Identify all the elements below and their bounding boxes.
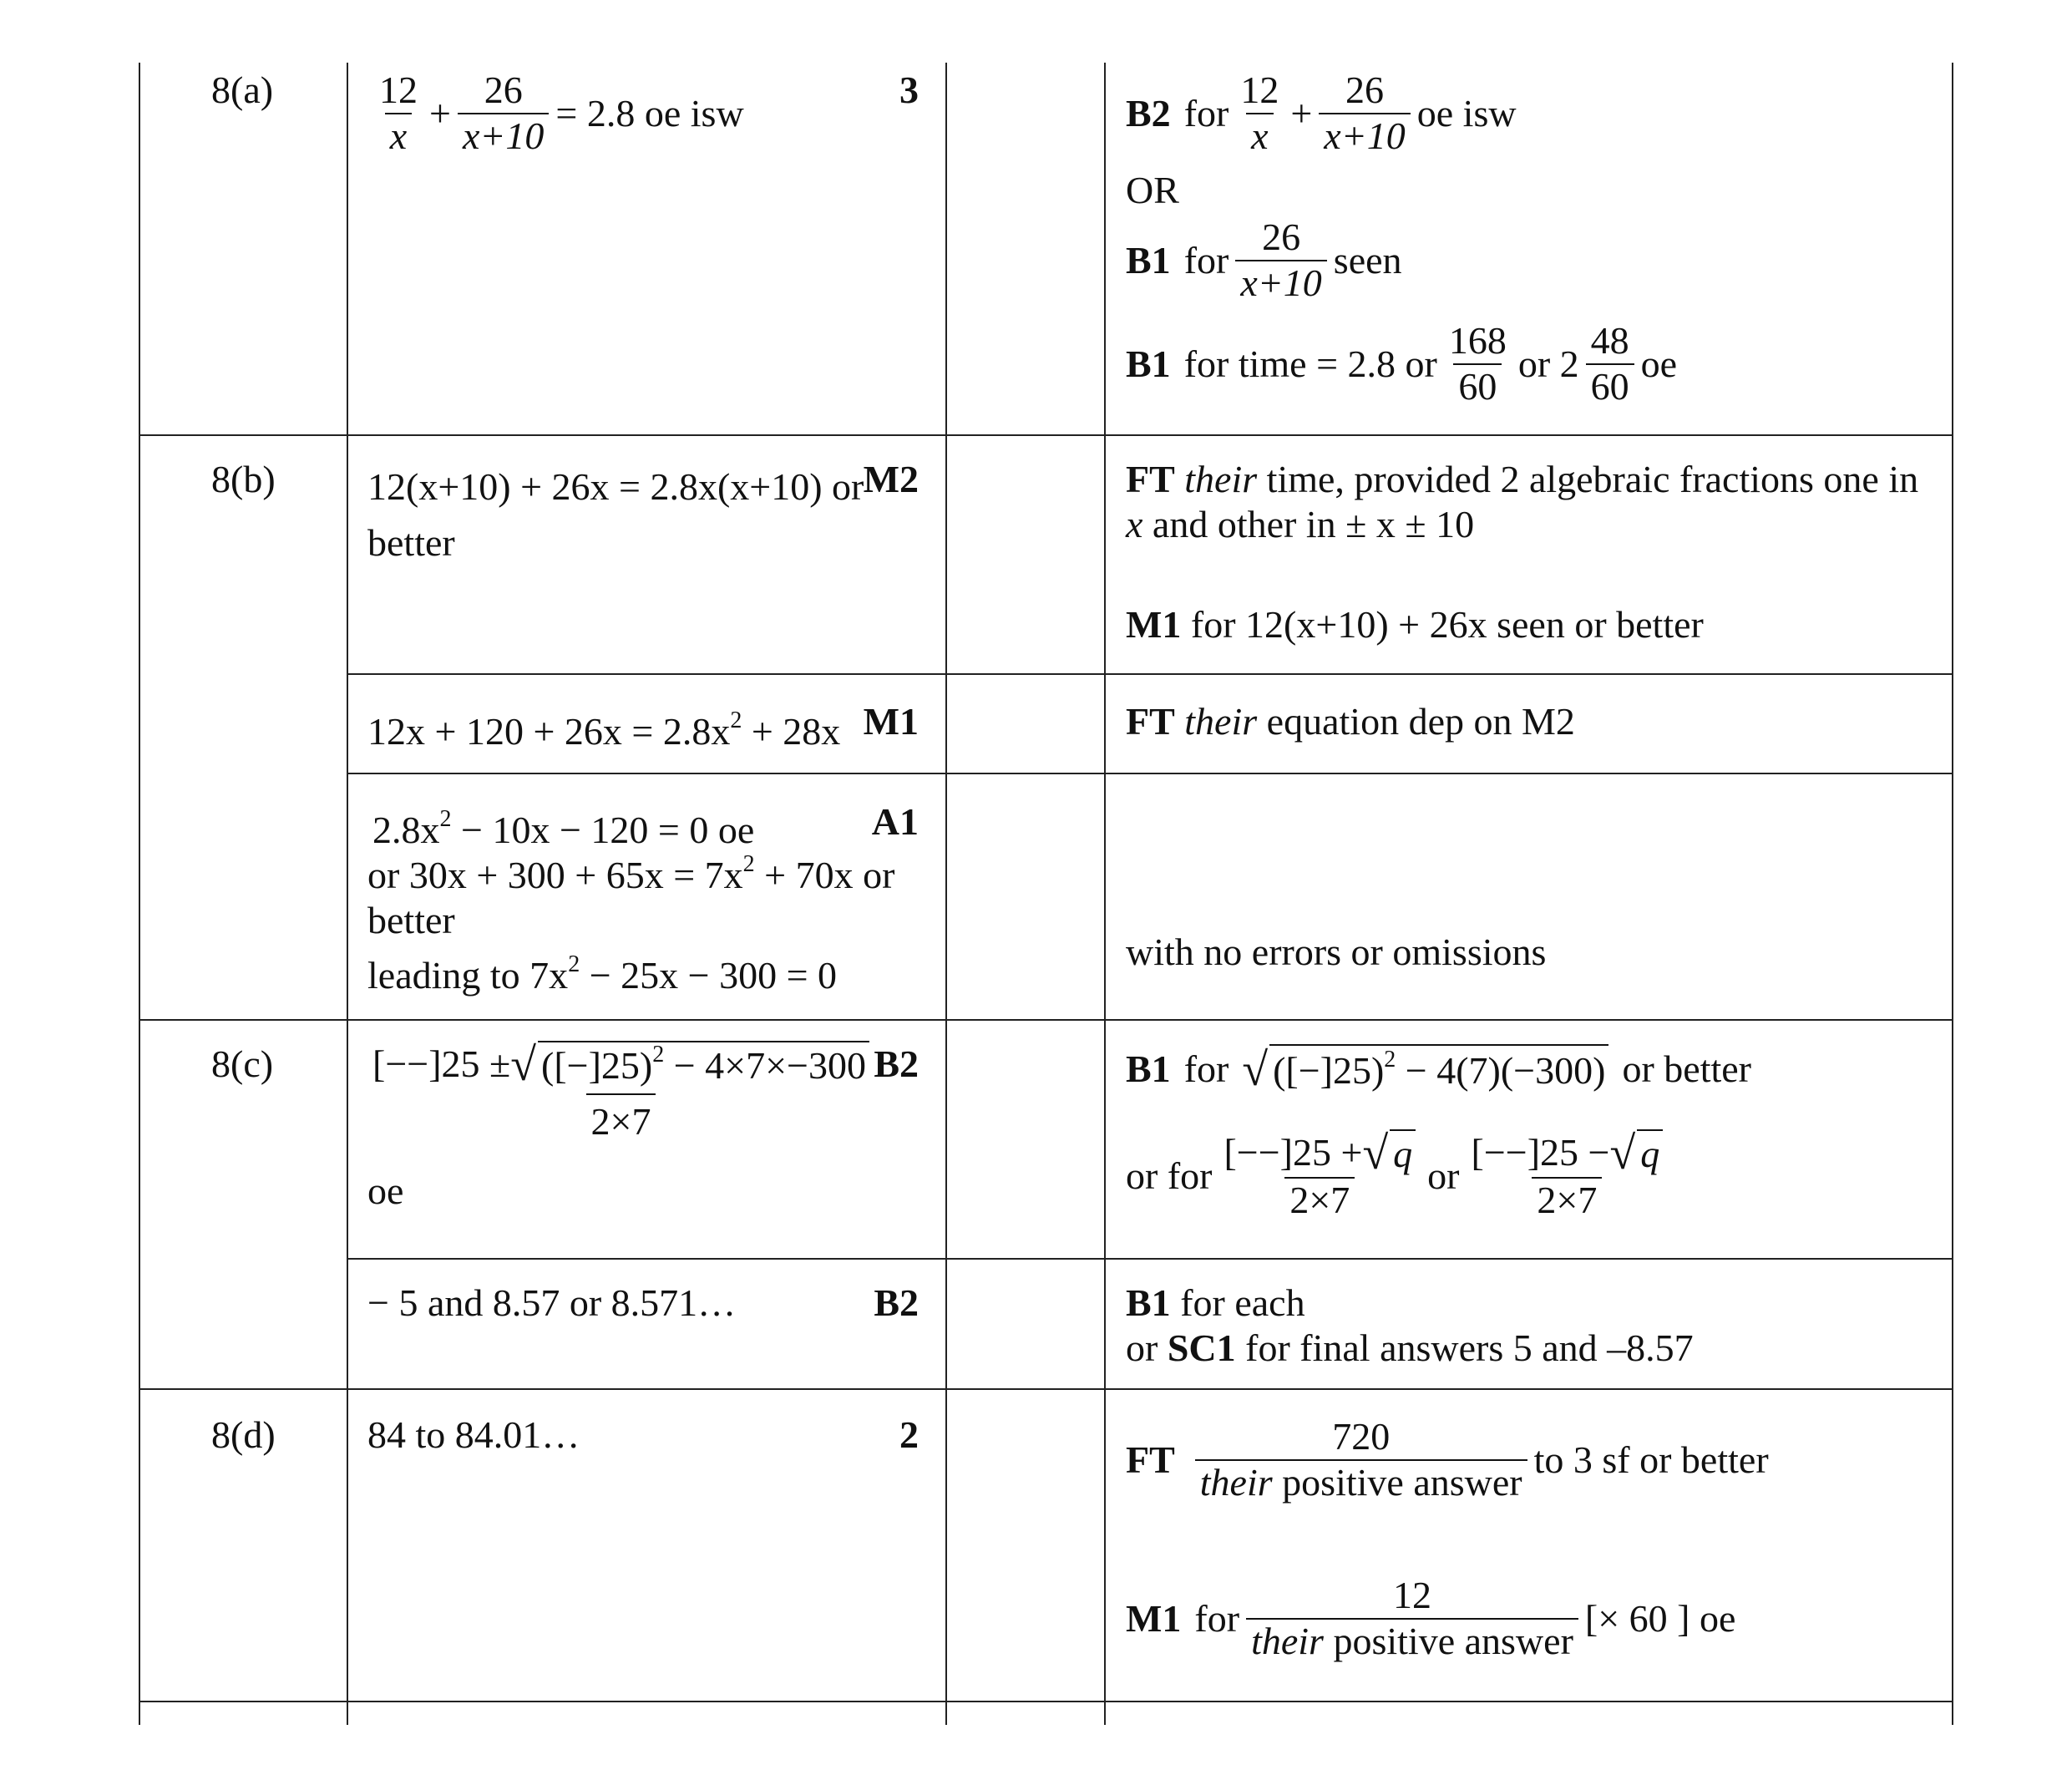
mark-code: FT [1126,700,1175,743]
fraction-denominator: positive answer [1333,1619,1573,1662]
mark-code: B2 [1126,92,1171,135]
answer-tail: = 2.8 oe isw [555,92,744,135]
fraction-denominator: x+10 [458,113,549,159]
row-line [347,1258,1953,1260]
answer-8c-oe: oe [367,1169,404,1212]
guidance-text: [× 60 ] oe [1584,1597,1736,1641]
fraction-numerator: 12 [1240,68,1279,111]
row-line [347,673,1953,675]
formula-text: − 4×7×−300 [664,1044,867,1087]
equation-text: 2.8x [372,809,440,851]
guidance-8a-line1 [1126,68,1517,159]
answer-8a [367,68,744,159]
superscript: 2 [652,1041,665,1068]
fraction-denominator: x+10 [1319,113,1410,159]
guidance-8c-line1 [1126,1044,1751,1097]
plus-sign: + [1290,92,1313,135]
formula-text: ([−]25) [1273,1049,1385,1092]
guidance-text: for [1183,239,1229,282]
marks-8b-a1: A1 [871,800,919,843]
row-line [139,434,1953,436]
superscript: 2 [1384,1046,1396,1073]
guidance-or: OR [1126,169,1179,211]
fraction-denominator: positive answer [1282,1460,1522,1504]
mark-code: M1 [1126,1597,1182,1641]
guidance-8d-ft [1126,1415,1769,1505]
guidance-8a-line2 [1126,216,1402,306]
guidance-8d-m1 [1126,1574,1735,1664]
guidance-text: for [1194,1597,1240,1641]
fraction-denominator: 60 [1453,363,1502,409]
guidance-8b-line2 [1126,501,1474,547]
row-line [139,1388,1953,1390]
answer-8b-line2: better [367,521,455,564]
marks-8c-b2-roots: B2 [874,1281,919,1324]
guidance-text: seen [1333,239,1402,282]
guidance-text: or better [1622,1047,1751,1090]
guidance-text: time, provided 2 algebraic fractions one in [1266,458,1919,500]
fraction-numerator: 26 [484,68,523,111]
guidance-text: for time = 2.8 or [1183,342,1437,386]
marks-8b-m1: M1 [863,700,919,743]
fraction-numerator: 26 [1345,68,1385,111]
question-number: 8(c) [211,1042,274,1085]
plus-sign: + [429,92,451,135]
guidance-8b-a1: with no errors or omissions [1126,931,1547,973]
row-line [139,1701,1953,1702]
fraction-numerator: 26 [1262,216,1301,258]
marks-8c-b2: B2 [874,1042,919,1085]
formula-text: ([−]25) [541,1044,653,1087]
question-number: 8(a) [211,68,274,111]
answer-8b-quadratic-line3: better [367,899,455,941]
mark-code: B1 [1126,1047,1171,1090]
answer-8b-quadratic-line1 [372,807,754,853]
guidance-text: and other in ± x ± 10 [1152,503,1475,545]
guidance-text: for each [1180,1281,1305,1324]
square-root-icon: √ [1609,1127,1636,1179]
fraction-denominator: 2×7 [1532,1177,1602,1223]
fraction-numerator: 720 [1332,1415,1391,1458]
fraction-denominator: 2×7 [586,1093,656,1144]
question-number: 8(d) [211,1413,276,1456]
formula-text: − 4(7)(−300) [1396,1049,1606,1092]
guidance-text: equation dep on M2 [1266,700,1575,743]
col-line-left [139,63,140,1725]
fraction-numerator: 48 [1590,319,1629,362]
guidance-their: their [1251,1619,1324,1662]
guidance-8b-line1 [1126,456,1918,502]
superscript: 2 [439,805,452,832]
mark-code: FT [1126,1438,1175,1482]
row-line [139,1019,1953,1021]
guidance-8b-m1 [1126,601,1704,647]
guidance-text: for 12(x+10) + 26x seen or better [1190,603,1704,646]
col-line-guidance [1104,63,1106,1725]
superscript: 2 [742,850,755,877]
fraction-denominator: x [385,113,412,159]
guidance-text: or for [1126,1154,1213,1198]
marks-8a: 3 [899,68,919,111]
mark-code: FT [1126,458,1175,500]
square-root-icon: √ [1362,1127,1389,1179]
guidance-8c-line2 [1126,1129,1674,1223]
col-line-marks [945,63,947,1725]
formula-text: [−−]25 − [1471,1131,1610,1174]
superscript: 2 [730,707,742,733]
fraction-numerator: 12 [1392,1574,1431,1616]
guidance-8b-ft [1126,698,1575,744]
guidance-text: or 2 [1517,342,1579,386]
guidance-text: oe [1640,342,1678,386]
equation-text: or 30x + 300 + 65x = 7x [367,854,743,896]
formula-text: [−−]25 ± [372,1042,511,1085]
answer-8c-roots: − 5 and 8.57 or 8.571… [367,1281,737,1324]
formula-text: [−−]25 + [1223,1131,1363,1174]
guidance-8c-roots-line2 [1126,1325,1694,1371]
superscript: 2 [568,951,580,977]
answer-8d: 84 to 84.01… [367,1413,580,1456]
formula-var: q [1390,1129,1416,1177]
guidance-8c-roots-line1 [1126,1280,1305,1326]
equation-text: − 10x − 120 = 0 oe [451,809,755,851]
answer-8b-line1: 12(x+10) + 26x = 2.8x(x+10) or [367,465,864,508]
mark-code: M1 [1126,603,1182,646]
fraction-numerator: 168 [1448,319,1507,362]
mark-code: B1 [1126,342,1171,386]
equation-text: leading to 7x [367,954,569,997]
guidance-text: to 3 sf or better [1533,1438,1769,1482]
formula-var: q [1637,1129,1663,1177]
equation-text: + 28x [742,710,841,753]
col-line-answer [347,63,348,1725]
fraction-denominator: x [1246,113,1273,159]
guidance-text: oe isw [1416,92,1517,135]
question-number: 8(b) [211,458,276,500]
guidance-8a-line3 [1126,319,1677,409]
fraction-denominator: 2×7 [1284,1177,1355,1223]
guidance-their: their [1184,458,1258,500]
fraction-numerator: 12 [379,68,418,111]
guidance-their: their [1184,700,1258,743]
fraction-denominator: 60 [1586,363,1634,409]
marks-8d: 2 [899,1413,919,1456]
guidance-text: for final answers 5 and –8.57 [1245,1326,1694,1369]
answer-8b-quadratic-line4 [367,952,837,998]
mark-code: B1 [1126,239,1171,282]
square-root-icon: √ [510,1038,537,1091]
mark-code: SC1 [1167,1326,1236,1369]
answer-8b-quadratic-line2 [367,852,894,898]
guidance-text: for [1183,1047,1229,1090]
col-line-right [1952,63,1953,1725]
equation-text: − 25x − 300 = 0 [580,954,838,997]
guidance-text: or [1427,1154,1460,1198]
guidance-text: for [1183,92,1229,135]
fraction-denominator: x+10 [1235,260,1326,306]
guidance-text: or [1126,1326,1158,1369]
square-root-icon: √ [1242,1044,1269,1097]
answer-8b-expand [367,708,840,754]
marks-8b-m2: M2 [863,458,919,500]
guidance-their: their [1199,1460,1273,1504]
row-line [347,773,1953,774]
guidance-var: x [1126,503,1143,545]
equation-text: 12x + 120 + 26x = 2.8x [367,710,731,753]
mark-code: B1 [1126,1281,1171,1324]
equation-text: + 70x or [754,854,895,896]
